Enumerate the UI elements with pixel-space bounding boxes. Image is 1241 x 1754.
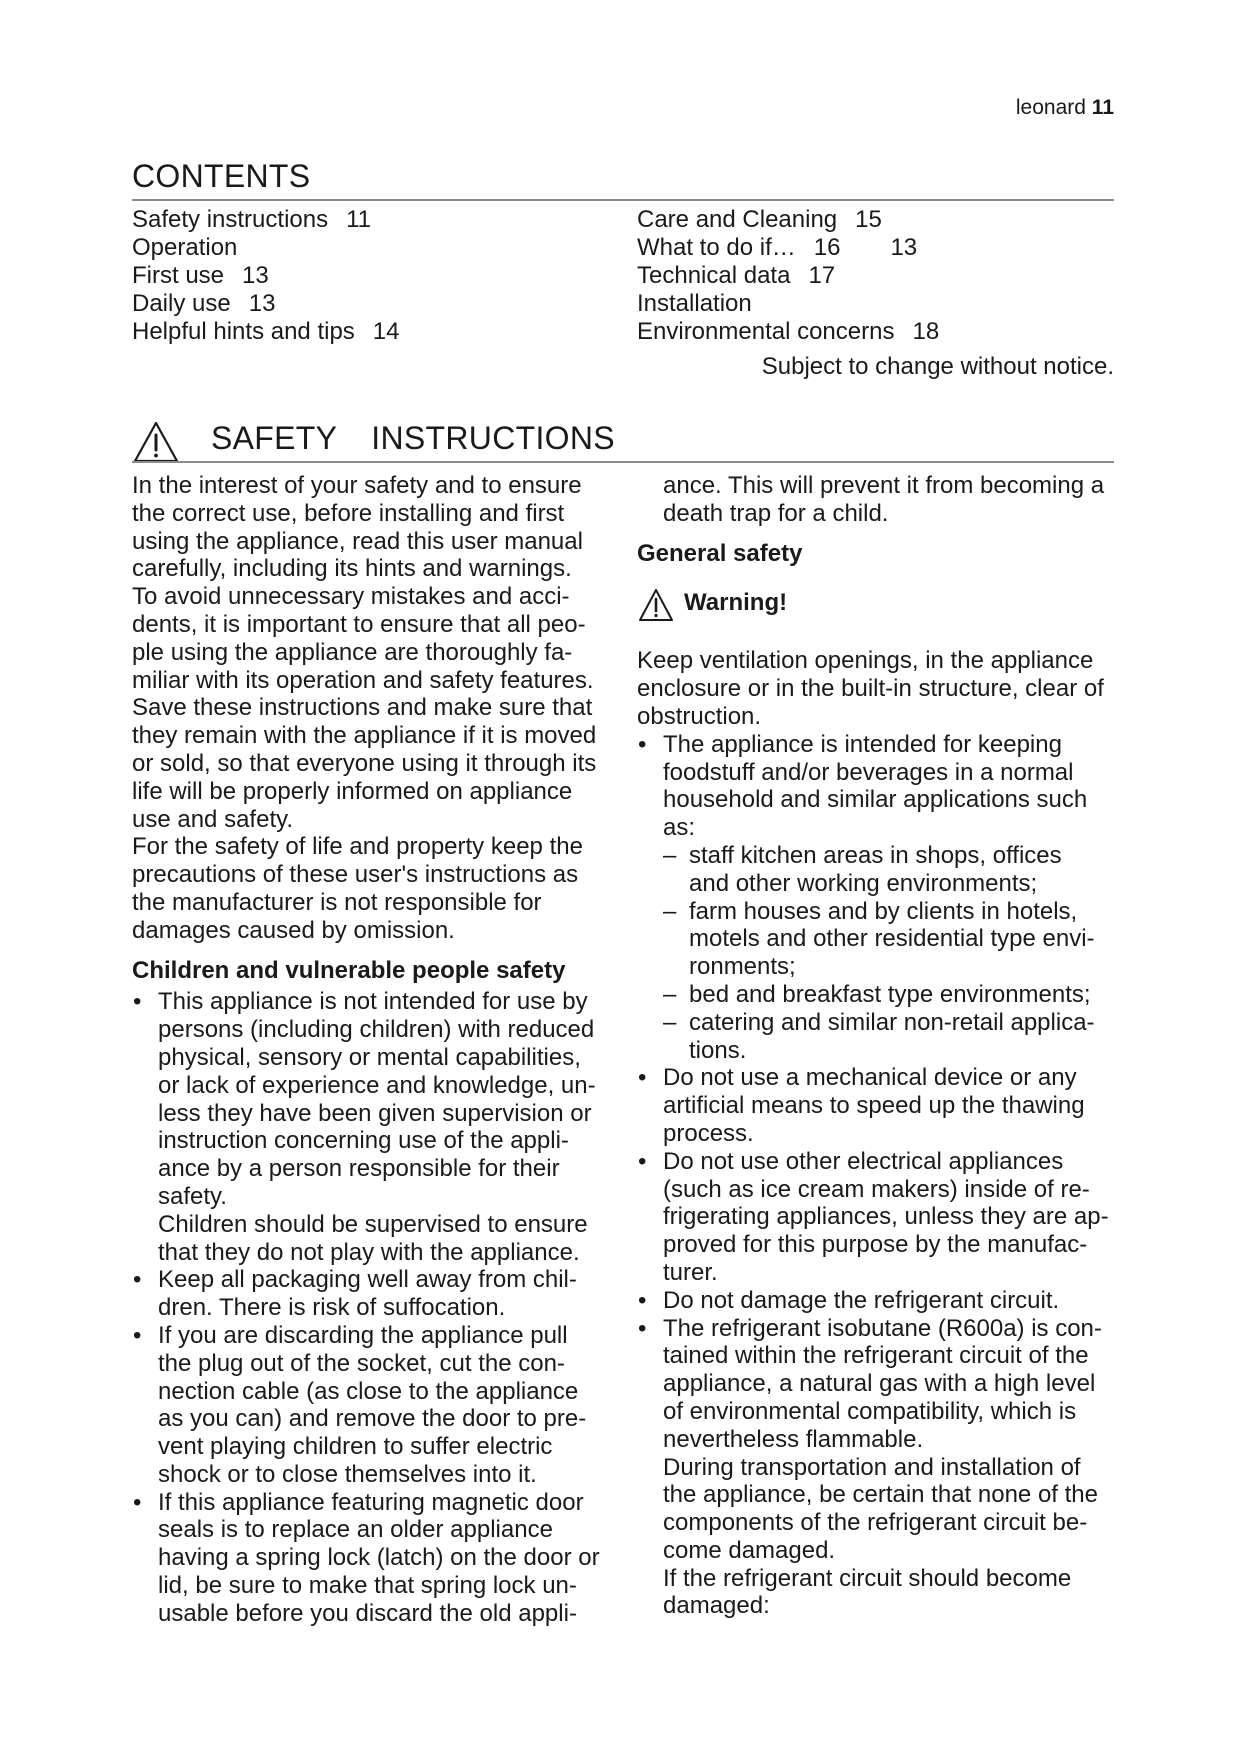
text-line: the correct use, before installing and first [132,499,565,527]
contents-right-column [637,206,939,346]
text-line: dents, it is important to ensure that all peo- [132,610,586,638]
general-safety-title: General safety [637,539,803,567]
text-line: miliar with its operation and safety features. [132,666,594,694]
text-line: nevertheless flammable. [663,1425,924,1453]
toc-label: Helpful hints and tips [132,318,355,345]
text-line: dren. There is risk of suffocation. [158,1294,506,1322]
text-line: motels and other residential type envi- [689,925,1095,953]
text-line: or lack of experience and knowledge, un- [158,1071,596,1099]
toc-label: What to do if… [637,234,796,261]
text-line: vent playing children to suffer electric [158,1433,553,1461]
text-line: tained within the refrigerant circuit of the [663,1342,1089,1370]
safety-title-text [211,420,615,457]
toc-entry[interactable] [637,206,939,234]
toc-label: Environmental concerns [637,318,895,345]
text-line: of environmental compatibility, which is [663,1397,1077,1425]
ventilation-paragraph [637,647,1124,730]
text-line: precautions of these user's instructions as [132,861,579,889]
text-line: During transportation and installation of [663,1453,1081,1481]
warning-triangle-icon [132,420,180,464]
toc-label: Care and Cleaning [637,206,838,233]
text-line: • Do not use a mechanical device or any [663,1064,1077,1092]
text-line: – bed and breakfast type environments; [689,980,1091,1008]
continued-text [637,472,1124,528]
text-line: – staff kitchen areas in shops, offices [689,841,1062,869]
warning-triangle-icon [637,587,675,623]
toc-label: Technical data [637,262,791,289]
toc-page: 15 [855,206,882,233]
change-notice: Subject to change without notice. [761,353,1114,380]
toc-entry[interactable] [637,290,939,318]
text-line: life will be properly informed on appliance [132,777,573,805]
text-line: – farm houses and by clients in hotels, [689,897,1078,925]
toc-entry[interactable] [637,234,939,262]
text-line: usable before you discard the old appli- [158,1599,577,1627]
text-line: household and similar applications such [663,786,1088,814]
text-line: as you can) and remove the door to pre- [158,1405,587,1433]
text-line: they remain with the appliance if it is moved [132,722,597,750]
contents-rule [132,199,1114,201]
text-line: Keep ventilation openings, in the appliance [637,647,1094,675]
text-line: turer. [663,1258,718,1286]
text-line: components of the refrigerant circuit be- [663,1509,1088,1537]
text-line: foodstuff and/or beverages in a normal [663,758,1074,786]
text-line: To avoid unnecessary mistakes and acci- [132,583,570,611]
text-line: frigerating appliances, unless they are ap- [663,1203,1109,1231]
list-item [637,1315,1124,1621]
toc-label: Operation [132,234,238,261]
text-line: persons (including children) with reduced [158,1016,595,1044]
text-line: (such as ice cream makers) inside of re- [663,1175,1090,1203]
toc-entry[interactable] [132,206,400,234]
text-line: • If this appliance featuring magnetic door [158,1488,584,1516]
sub-list-item [637,981,1124,1009]
text-line: • Do not use other electrical appliances [663,1147,1064,1175]
text-line: less they have been given supervision or [158,1099,592,1127]
toc-page: 17 [808,262,836,289]
text-line: artificial means to speed up the thawing [663,1092,1085,1120]
toc-label: Safety instructions [132,206,329,233]
sub-list-item [637,898,1124,981]
children-safety-title: Children and vulnerable people safety [132,956,566,984]
toc-entry[interactable] [637,318,939,346]
text-line: the appliance, be certain that none of the [663,1481,1098,1509]
contents-left-column [132,206,400,346]
toc-page: 18 [912,318,940,345]
text-line: ronments; [689,953,796,981]
warning-callout [637,589,1124,625]
text-line: • The appliance is intended for keeping [663,730,1062,758]
text-line: lid, be sure to make that spring lock un- [158,1572,577,1600]
text-line: ance by a person responsible for their [158,1155,560,1183]
toc-label: Daily use [132,290,231,317]
sub-list-item [637,1009,1124,1065]
text-line: or sold, so that everyone using it through its [132,749,597,777]
toc-page: 13 [242,262,269,289]
text-line: • The refrigerant isobutane (R600a) is con- [663,1314,1102,1342]
toc-label: First use [132,262,225,289]
text-line: • This appliance is not intended for use by [158,988,588,1016]
text-line: appliance, a natural gas with a high level [663,1370,1096,1398]
header-brand: leonard [1015,96,1086,119]
list-item [132,1266,632,1322]
text-line: obstruction. [637,702,762,730]
toc-entry[interactable] [132,262,400,290]
right-column [637,472,1124,1620]
toc-page: 13 [248,290,276,317]
safety-rule [132,461,1114,463]
text-line: • Keep all packaging well away from chil- [158,1266,577,1294]
intro-paragraph [132,472,632,945]
list-item [637,1148,1124,1287]
warning-label: Warning! [684,589,788,617]
text-line: having a spring lock (latch) on the door or [158,1544,600,1572]
list-item [132,1322,632,1489]
toc-label: Installation [637,290,752,317]
text-line: enclosure or in the built-in structure, clear of [637,675,1104,703]
text-line: ance. This will prevent it from becoming a [663,472,1105,499]
list-item [132,1489,632,1628]
text-line: seals is to replace an older appliance [158,1516,553,1544]
text-line: process. [663,1119,754,1147]
text-line: safety. [158,1182,227,1210]
text-line: Save these instructions and make sure that [132,694,593,722]
safety-title-word: SAFETY [211,420,338,456]
toc-page: 11 [346,206,372,233]
text-line: and other working environments; [689,869,1038,897]
contents-title: CONTENTS [132,158,311,194]
safety-title-word: INSTRUCTIONS [371,420,615,456]
toc-entry[interactable] [132,318,400,346]
text-line: proved for this purpose by the manufac- [663,1231,1088,1259]
text-line: as: [663,814,696,842]
text-line: damages caused by omission. [132,916,455,944]
text-line: For the safety of life and property keep the [132,833,583,861]
text-line: the manufacturer is not responsible for [132,888,542,916]
text-line: instruction concerning use of the appli- [158,1127,569,1155]
text-line: – catering and similar non-retail applica- [689,1008,1095,1036]
text-line: ple using the appliance are thoroughly fa- [132,638,573,666]
text-line: the plug out of the socket, cut the con- [158,1349,565,1377]
text-line: carefully, including its hints and warnings. [132,555,572,583]
text-line: come damaged. [663,1536,836,1564]
header-page-number: 11 [1091,96,1114,119]
page-header [1016,96,1114,120]
list-item [637,1287,1124,1315]
list-item [132,988,632,1266]
toc-entry[interactable] [132,234,400,262]
toc-page: 14 [372,318,400,345]
toc-page-extra: 13 [890,234,918,261]
text-line: tions. [689,1036,747,1064]
text-line: • Do not damage the refrigerant circuit. [663,1286,1060,1314]
sub-list-item [637,842,1124,898]
list-item [637,731,1124,842]
text-line: use and safety. [132,805,293,833]
text-line: death trap for a child. [663,499,889,527]
text-line: damaged: [663,1592,770,1620]
toc-entry[interactable] [637,262,939,290]
text-line: • If you are discarding the appliance pull [158,1321,568,1349]
list-item [637,1064,1124,1147]
text-line: using the appliance, read this user manual [132,527,583,555]
text-line: In the interest of your safety and to ensure [132,472,582,499]
text-line: nection cable (as close to the appliance [158,1377,579,1405]
text-line: that they do not play with the appliance. [158,1238,580,1266]
text-line: physical, sensory or mental capabilities, [158,1043,581,1071]
text-line: If the refrigerant circuit should become [663,1564,1072,1592]
text-line: shock or to close themselves into it. [158,1460,537,1488]
toc-page: 16 [813,234,841,261]
toc-entry[interactable] [132,290,400,318]
text-line: Children should be supervised to ensure [158,1210,588,1238]
left-column [132,472,632,1628]
